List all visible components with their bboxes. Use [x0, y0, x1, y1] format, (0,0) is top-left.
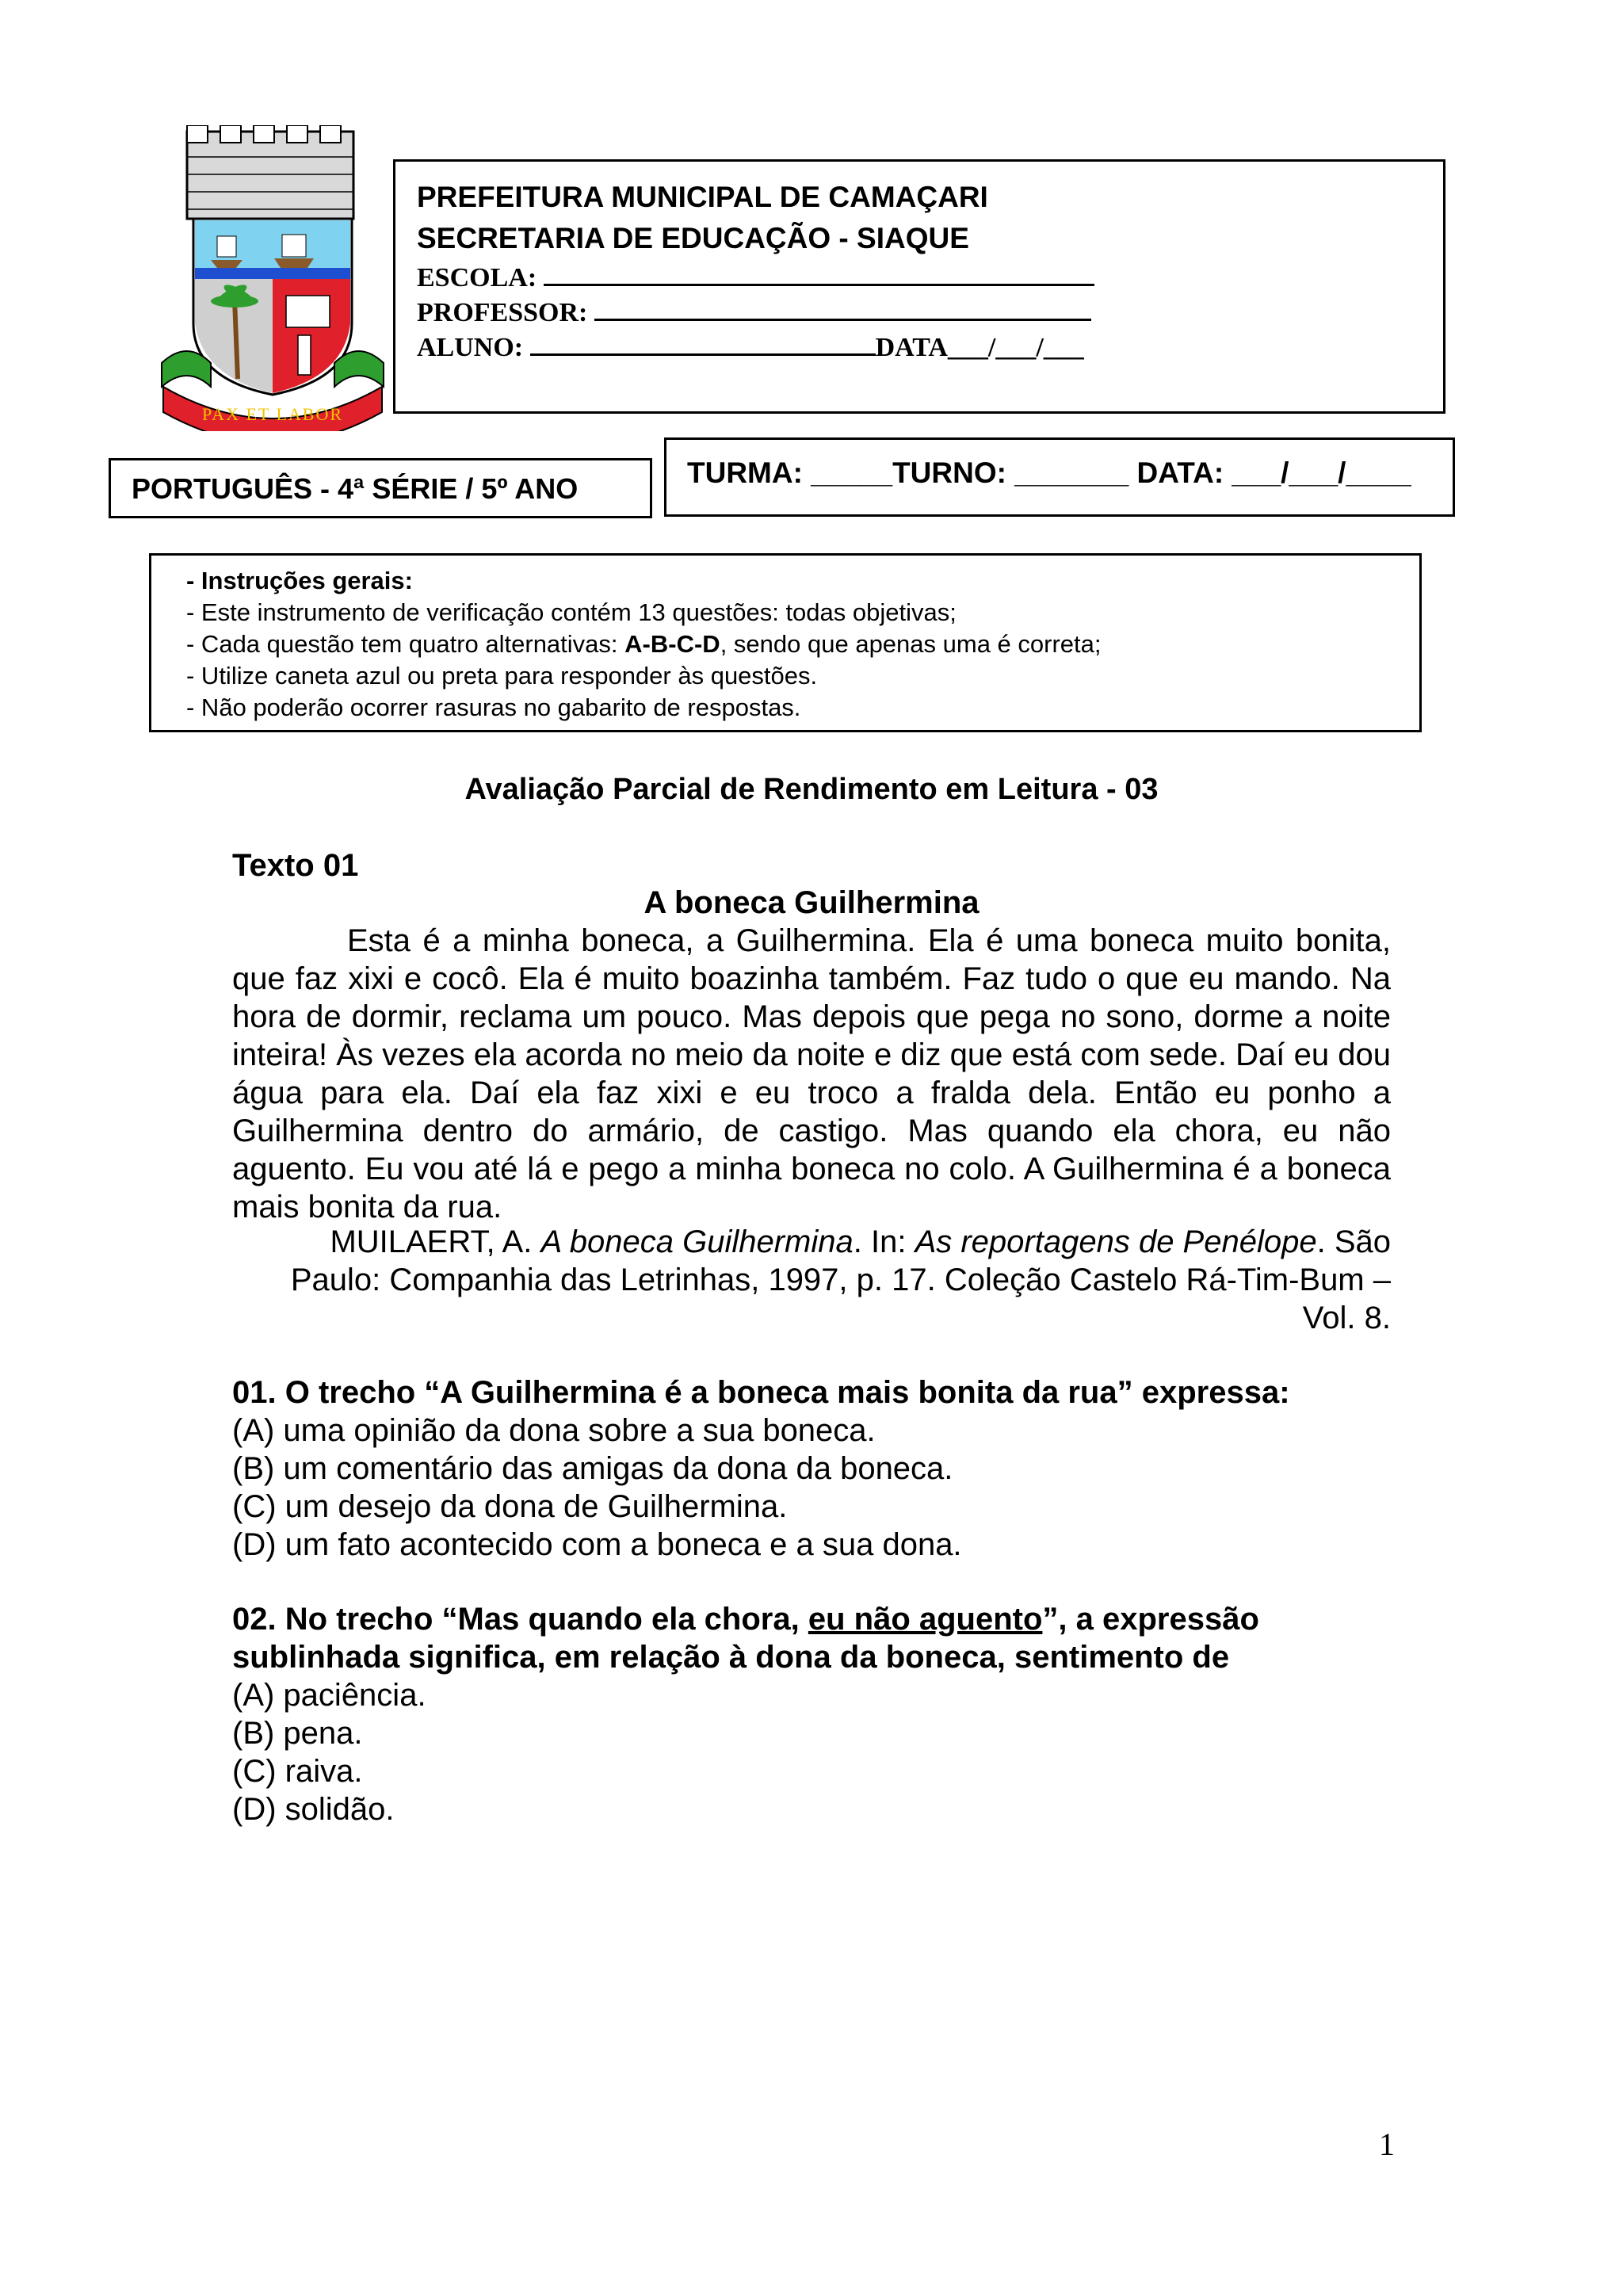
option-c[interactable]: (C) raiva.	[232, 1754, 363, 1789]
assessment-title: Avaliação Parcial de Rendimento em Leitura - 03	[464, 773, 1159, 806]
professor-field[interactable]	[594, 295, 1091, 321]
option-d[interactable]: (D) um fato acontecido com a boneca e a sua dona.	[232, 1527, 962, 1562]
instruction-item: - Este instrumento de verificação contém 13 questões: todas objetivas;	[186, 598, 957, 626]
instruction-item: - Não poderão ocorrer rasuras no gabarito de respostas.	[186, 693, 801, 721]
instruction-item: - Utilize caneta azul ou preta para responder às questões.	[186, 662, 818, 690]
option-c[interactable]: (C) um desejo da dona de Guilhermina.	[232, 1489, 788, 1524]
option-d[interactable]: (D) solidão.	[232, 1792, 395, 1827]
turma-field[interactable]: TURMA: _____	[687, 457, 893, 489]
text-label: Texto 01	[232, 848, 359, 883]
crest-motto: PAX ET LABOR	[201, 404, 344, 424]
instructions-box	[149, 553, 1422, 732]
municipal-crest-icon	[155, 125, 390, 431]
option-a[interactable]: (A) uma opinião da dona sobre a sua boneca.	[232, 1413, 876, 1448]
subject-label: PORTUGUÊS - 4ª SÉRIE / 5º ANO	[132, 472, 579, 505]
option-b[interactable]: (B) pena.	[232, 1716, 363, 1751]
option-a[interactable]: (A) paciência.	[232, 1678, 426, 1713]
option-b[interactable]: (B) um comentário das amigas da dona da boneca.	[232, 1451, 953, 1486]
page-number: 1	[1379, 2126, 1395, 2162]
class-box	[664, 437, 1455, 517]
question-02-stem: 02. No trecho “Mas quando ela chora, eu não aguento”, a expressão sublinhada significa, em relação à dona da boneca, sentimento de	[232, 1602, 1259, 1675]
turno-field[interactable]: TURNO: _______	[892, 457, 1129, 489]
question-01	[232, 1373, 1421, 1564]
header-data-label: DATA	[875, 333, 948, 362]
subject-box	[109, 458, 652, 518]
text-body: Esta é a minha boneca, a Guilhermina. Ela é uma boneca muito bonita, que faz xixi e cocô. Ela é muito boazinha também. Faz tudo o que eu mando. Na hora de dormir, reclama um pouco. Mas depois que pega no sono, dorme a noite inteira! Às vezes ela acorda no meio da noite e diz que está com sede. Daí eu dou água para ela. Daí ela faz xixi e eu troco a fralda dela. Então eu ponho a Guilhermina dentro do armário, de castigo. Mas quando ela chora, eu não aguento. Eu vou até lá e pego a minha boneca no colo. A Guilhermina é a boneca mais bonita da rua.	[232, 923, 1391, 1224]
question-01-stem: 01. O trecho “A Guilhermina é a boneca mais bonita da rua” expressa:	[232, 1375, 1290, 1410]
class-data-field[interactable]: DATA: ___/___/____	[1136, 457, 1411, 489]
text-citation: MUILAERT, A. A boneca Guilhermina. In: As reportagens de Penélope. São Paulo: Companhia das Letrinhas, 1997, p. 17. Coleção Castelo Rá-Tim-Bum – Vol. 8.	[290, 1224, 1391, 1335]
aluno-label: ALUNO:	[417, 333, 524, 362]
aluno-field[interactable]	[530, 330, 876, 356]
header-data-field[interactable]: ___/___/___	[947, 333, 1084, 362]
header-line-1: PREFEITURA MUNICIPAL DE CAMAÇARI	[417, 181, 988, 213]
header-line-2: SECRETARIA DE EDUCAÇÃO - SIAQUE	[417, 222, 969, 254]
professor-label: PROFESSOR:	[417, 298, 588, 327]
instruction-item: - Cada questão tem quatro alternativas: A-B-C-D, sendo que apenas uma é correta;	[186, 630, 1102, 658]
escola-label: ESCOLA:	[417, 263, 537, 292]
escola-field[interactable]	[544, 260, 1094, 286]
question-02	[232, 1600, 1373, 1828]
text-title: A boneca Guilhermina	[643, 885, 980, 920]
instructions-title: - Instruções gerais:	[186, 567, 413, 594]
school-header-box	[393, 159, 1445, 414]
